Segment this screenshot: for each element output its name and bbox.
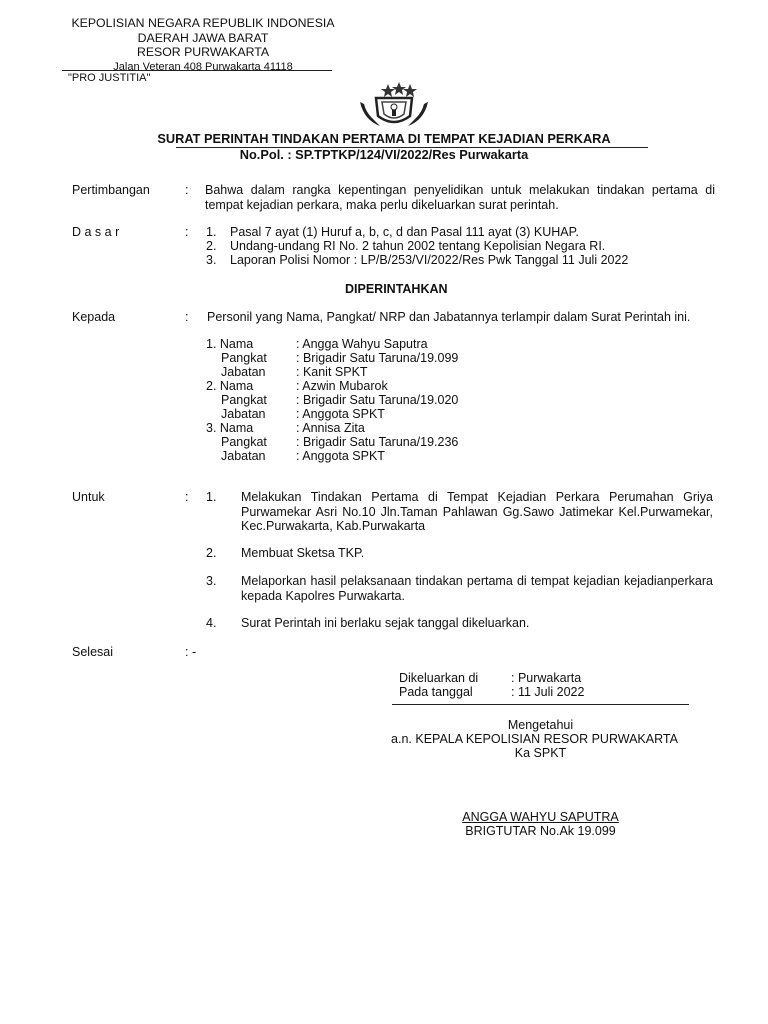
untuk-item-num: 3.	[206, 574, 217, 588]
letterhead-line-3: RESOR PURWAKARTA	[136, 45, 270, 59]
letterhead-address: Jalan Veteran 408 Purwakarta 41118	[113, 60, 293, 73]
personnel-pangkat: : Brigadir Satu Taruna/19.236	[296, 435, 459, 449]
untuk-item-num: 1.	[206, 490, 217, 504]
personnel-pangkat-label: Pangkat	[221, 435, 267, 449]
signature-mengetahui: Mengetahui	[507, 718, 574, 732]
dasar-item-text: Undang-undang RI No. 2 tahun 2002 tentang Kepolisian Negara RI.	[230, 239, 606, 253]
personnel-jabatan: : Anggota SPKT	[296, 449, 385, 463]
diperintahkan-heading: DIPERINTAHKAN	[345, 282, 448, 296]
personnel-pangkat-label: Pangkat	[221, 351, 267, 365]
pertimbangan-colon: :	[185, 183, 189, 197]
untuk-item-num: 2.	[206, 546, 217, 560]
kepada-label: Kepada	[72, 310, 116, 324]
dasar-item-num: 2.	[206, 239, 217, 253]
document-title: SURAT PERINTAH TINDAKAN PERTAMA DI TEMPAT KEJADIAN PERKARA	[157, 131, 611, 146]
dasar-item-num: 1.	[206, 225, 217, 239]
letterhead-line-1: KEPOLISIAN NEGARA REPUBLIK INDONESIA	[71, 16, 335, 30]
signatory-rank: BRIGTUTAR No.Ak 19.099	[465, 824, 616, 838]
untuk-item-text: Melakukan Tindakan Pertama di Tempat Kejadian Perkara Perumahan Griya Purwamekar Asri No.10 Jln.Taman Pahlawan Gg.Sawo Jatimekar Kel.Purwamekar, Kec.Purwakarta, Kab.Purwakarta	[241, 490, 713, 533]
issued-place-value: : Purwakarta	[511, 671, 582, 685]
signature-unit: Ka SPKT	[514, 746, 567, 760]
selesai-value: : -	[185, 645, 197, 659]
untuk-item-text: Membuat Sketsa TKP.	[241, 546, 365, 560]
selesai-label: Selesai	[72, 645, 113, 659]
untuk-item-text: Melaporkan hasil pelaksanaan tindakan pertama di tempat kejadian kejadianperkara kepada Kapolres Purwakarta.	[241, 574, 713, 603]
pro-justitia: "PRO JUSTITIA"	[68, 72, 151, 84]
police-emblem-icon	[354, 80, 434, 133]
personnel-nama: : Angga Wahyu Saputra	[296, 337, 428, 351]
personnel-pangkat: : Brigadir Satu Taruna/19.020	[296, 393, 459, 407]
kepada-colon: :	[185, 310, 189, 324]
document-number: No.Pol. : SP.TPTKP/124/VI/2022/Res Purwakarta	[239, 147, 529, 162]
personnel-nama: : Annisa Zita	[296, 421, 365, 435]
untuk-item-text: Surat Perintah ini berlaku sejak tanggal dikeluarkan.	[241, 616, 530, 630]
untuk-label: Untuk	[72, 490, 105, 504]
personnel-jabatan: : Kanit SPKT	[296, 365, 368, 379]
issued-date-label: Pada tanggal	[399, 685, 473, 699]
issued-date-value: : 11 Juli 2022	[511, 685, 585, 699]
kepada-text: Personil yang Nama, Pangkat/ NRP dan Jabatannya terlampir dalam Surat Perintah ini.	[207, 310, 691, 324]
issued-divider	[392, 704, 689, 705]
personnel-jabatan-label: Jabatan	[221, 365, 266, 379]
personnel-jabatan-label: Jabatan	[221, 407, 266, 421]
letterhead-divider	[62, 70, 332, 71]
pertimbangan-text: Bahwa dalam rangka kepentingan penyelidikan untuk melakukan tindakan pertama di tempat kejadian perkara, maka perlu dikeluarkan surat perintah.	[205, 183, 715, 212]
signatory-name: ANGGA WAHYU SAPUTRA	[462, 810, 619, 824]
personnel-jabatan: : Anggota SPKT	[296, 407, 385, 421]
personnel-nama: : Azwin Mubarok	[296, 379, 388, 393]
untuk-item-num: 4.	[206, 616, 217, 630]
personnel-nama-label: 1. Nama	[206, 337, 254, 351]
pertimbangan-label: Pertimbangan	[72, 183, 150, 197]
letterhead-line-2: DAERAH JAWA BARAT	[137, 30, 269, 45]
dasar-colon: :	[185, 225, 189, 239]
issued-place-label: Dikeluarkan di	[399, 671, 479, 685]
letterhead	[62, 16, 344, 74]
dasar-item-text: Pasal 7 ayat (1) Huruf a, b, c, d dan Pasal 111 ayat (3) KUHAP.	[230, 225, 579, 239]
personnel-pangkat-label: Pangkat	[221, 393, 267, 407]
dasar-item-num: 3.	[206, 253, 217, 267]
dasar-item-text: Laporan Polisi Nomor : LP/B/253/VI/2022/Res Pwk Tanggal 11 Juli 2022	[230, 253, 629, 267]
personnel-nama-label: 3. Nama	[206, 421, 254, 435]
signature-position: a.n. KEPALA KEPOLISIAN RESOR PURWAKARTA	[391, 732, 678, 746]
personnel-nama-label: 2. Nama	[206, 379, 254, 393]
personnel-jabatan-label: Jabatan	[221, 449, 266, 463]
dasar-label: D a s a r	[72, 225, 120, 239]
untuk-colon: :	[185, 490, 189, 504]
personnel-pangkat: : Brigadir Satu Taruna/19.099	[296, 351, 459, 365]
